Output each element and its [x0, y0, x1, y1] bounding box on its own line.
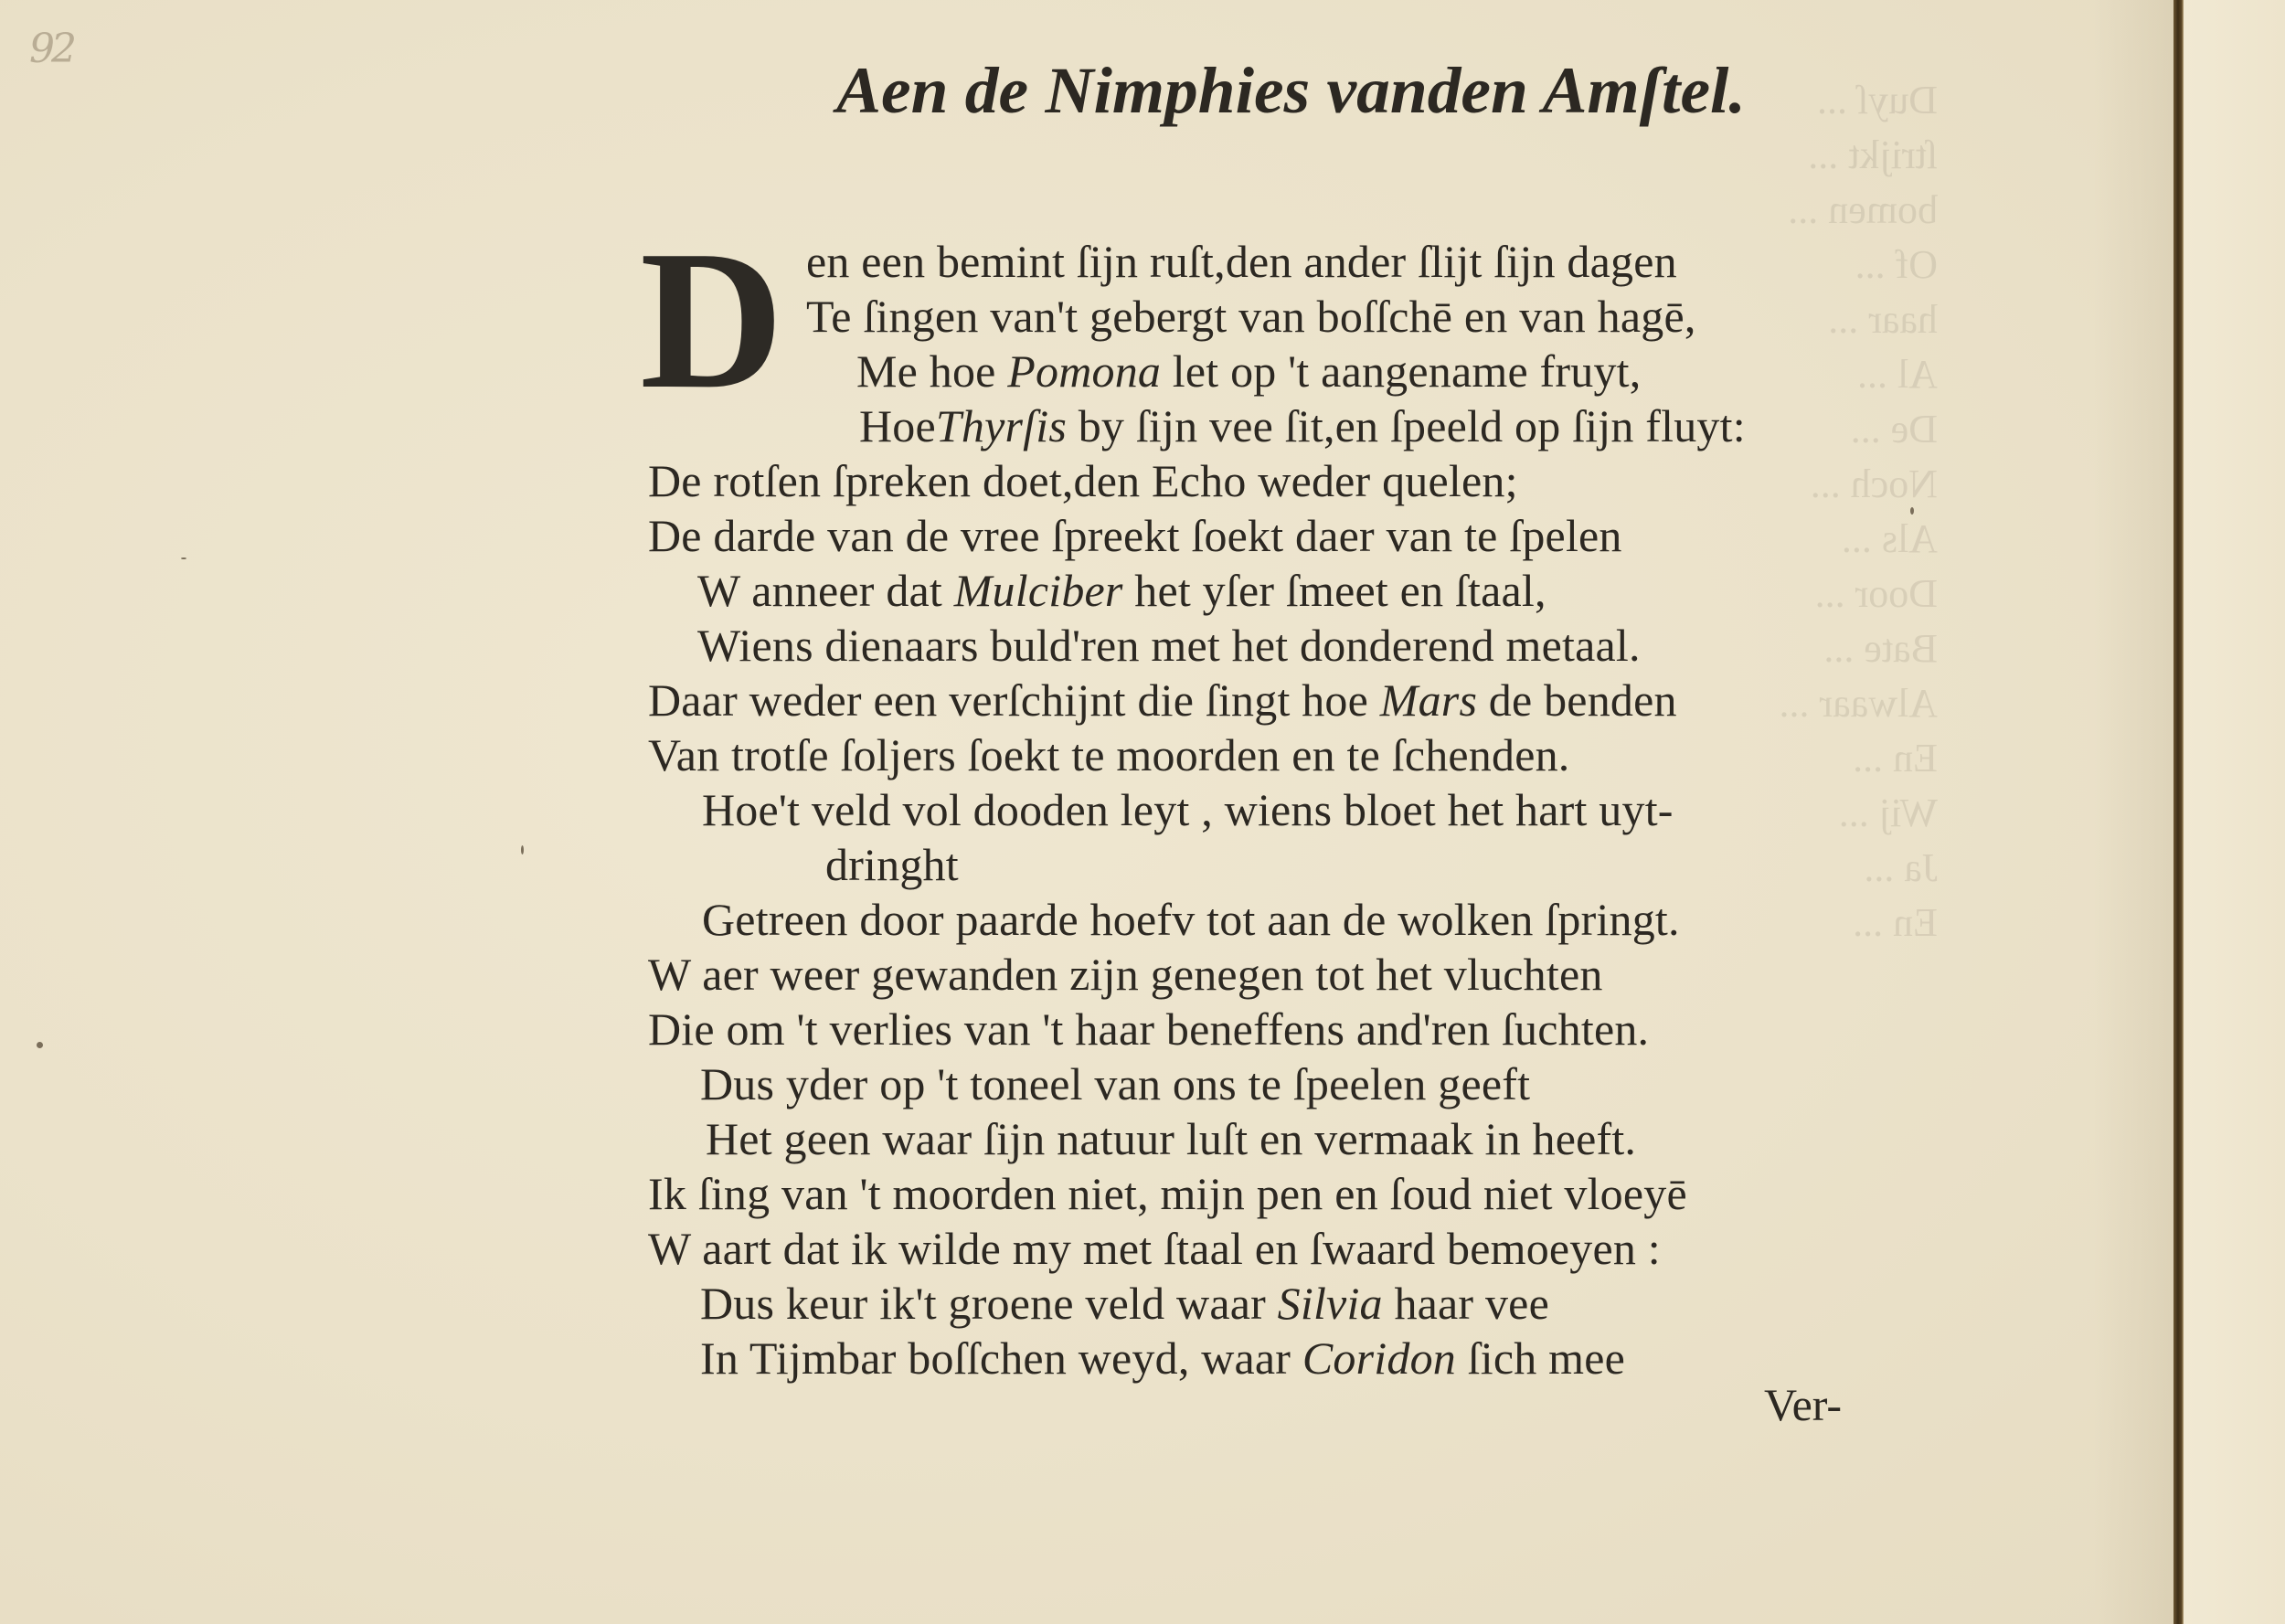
poem-line-text: Me hoe	[856, 345, 1008, 397]
poem-line-italic-name: Mars	[1379, 674, 1478, 726]
poem-line-italic-name: Thyrſis	[935, 400, 1068, 451]
poem-line	[859, 398, 1746, 453]
poem-line-italic-name: Coridon	[1302, 1332, 1456, 1384]
poem-title: Aen de Nimphies vanden Amſtel.	[836, 54, 1746, 127]
poem-line	[825, 837, 959, 892]
poem-line-text: Wiens dienaars buld'ren met het donderend metaal.	[697, 620, 1641, 671]
poem-line-text: Van trotſe ſoljers ſoekt te moorden en te ſchenden.	[648, 729, 1570, 780]
poem-line	[697, 618, 1641, 673]
poem-line-text: Dus keur ik't groene veld waar	[700, 1278, 1278, 1329]
poem-line	[700, 1056, 1530, 1111]
poem-line-text: W aart dat ik wilde my met ſtaal en ſwaard bemoeyen :	[648, 1223, 1661, 1274]
poem-line-text: W aer weer gewanden zijn genegen tot het vluchten	[648, 949, 1603, 1000]
poem-line	[706, 1111, 1636, 1166]
poem-line-text: W anneer dat	[697, 565, 954, 616]
poem-line	[697, 563, 1546, 618]
poem-line-text: haar vee	[1382, 1278, 1549, 1329]
page-gutter-fold	[2173, 0, 2184, 1624]
poem-line-text: Het geen waar ſijn natuur luſt en vermaak in heeft.	[706, 1113, 1637, 1164]
bleed-through-text: Duyſ ... ſtrijkt ... bomen ... Of ... haar ... Al ... De ... Noch ... Als ... Door ... Bate ... Alwaar ... En ... Wij ... Ja ... En ...	[1779, 78, 1938, 945]
poem-line-italic-name: Silvia	[1277, 1278, 1383, 1329]
drop-cap-initial: D	[640, 210, 784, 430]
page-number-pencil: 92	[29, 26, 73, 72]
poem-line-italic-name: Mulciber	[953, 565, 1123, 616]
poem-line-text: Getreen door paarde hoefv tot aan de wolken ſpringt.	[702, 894, 1680, 945]
poem-line-text: Ik ſing van 't moorden niet, mijn pen en ſoud niet vloeyē	[648, 1168, 1687, 1219]
poem-line-text: ſich mee	[1455, 1332, 1626, 1384]
paper-speck	[1910, 507, 1914, 515]
poem-line	[856, 344, 1641, 398]
poem-line-text: en een bemint ſijn ruſt,den ander ſlijt ſijn dagen	[806, 236, 1677, 287]
poem-line	[648, 453, 1518, 508]
poem-line-text: de benden	[1477, 674, 1677, 726]
poem-line	[700, 1276, 1549, 1331]
poem-line-text: Dus yder op 't toneel van ons te ſpeelen geeft	[700, 1058, 1531, 1109]
poem-line	[648, 508, 1622, 563]
poem-line	[648, 673, 1677, 727]
poem-line-text: het yſer ſmeet en ſtaal,	[1122, 565, 1546, 616]
poem-line	[806, 234, 1677, 289]
poem-line-text: let op 't aangename fruyt,	[1161, 345, 1642, 397]
poem-line	[648, 1166, 1687, 1221]
poem-line-text: De darde van de vree ſpreekt ſoekt daer van te ſpelen	[648, 510, 1622, 561]
poem-line	[648, 727, 1570, 782]
poem-line	[702, 892, 1680, 947]
poem-line-text: Hoe't veld vol dooden leyt , wiens bloet het hart uyt-	[702, 784, 1674, 835]
poem-line-text: De rotſen ſpreken doet,den Echo weder quelen;	[648, 455, 1518, 506]
poem-line-text: Te ſingen van't gebergt van boſſchē en van hagē,	[806, 291, 1696, 342]
book-page-right-edge	[2184, 0, 2285, 1624]
poem-line-text: Daar weder een verſchijnt die ſingt hoe	[648, 674, 1380, 726]
poem-line-text: dringht	[825, 839, 959, 890]
paper-speck	[521, 845, 524, 854]
poem-line-text: Hoe	[859, 400, 936, 451]
poem-line	[806, 289, 1696, 344]
poem-line-text: In Tijmbar boſſchen weyd, waar	[700, 1332, 1302, 1384]
poem-line	[648, 1002, 1649, 1056]
catchword: Ver-	[1764, 1379, 1843, 1430]
poem-line-text: Die om 't verlies van 't haar beneffens and'ren ſuchten.	[648, 1003, 1650, 1055]
poem-line	[700, 1331, 1625, 1385]
poem-line-italic-name: Pomona	[1007, 345, 1162, 397]
poem-line	[648, 1221, 1661, 1276]
paper-speck	[181, 557, 186, 559]
poem-line-text: by ſijn vee ſit,en ſpeeld op ſijn fluyt:	[1067, 400, 1746, 451]
paper-speck	[37, 1042, 43, 1048]
poem-line	[702, 782, 1674, 837]
poem-line	[648, 947, 1603, 1002]
